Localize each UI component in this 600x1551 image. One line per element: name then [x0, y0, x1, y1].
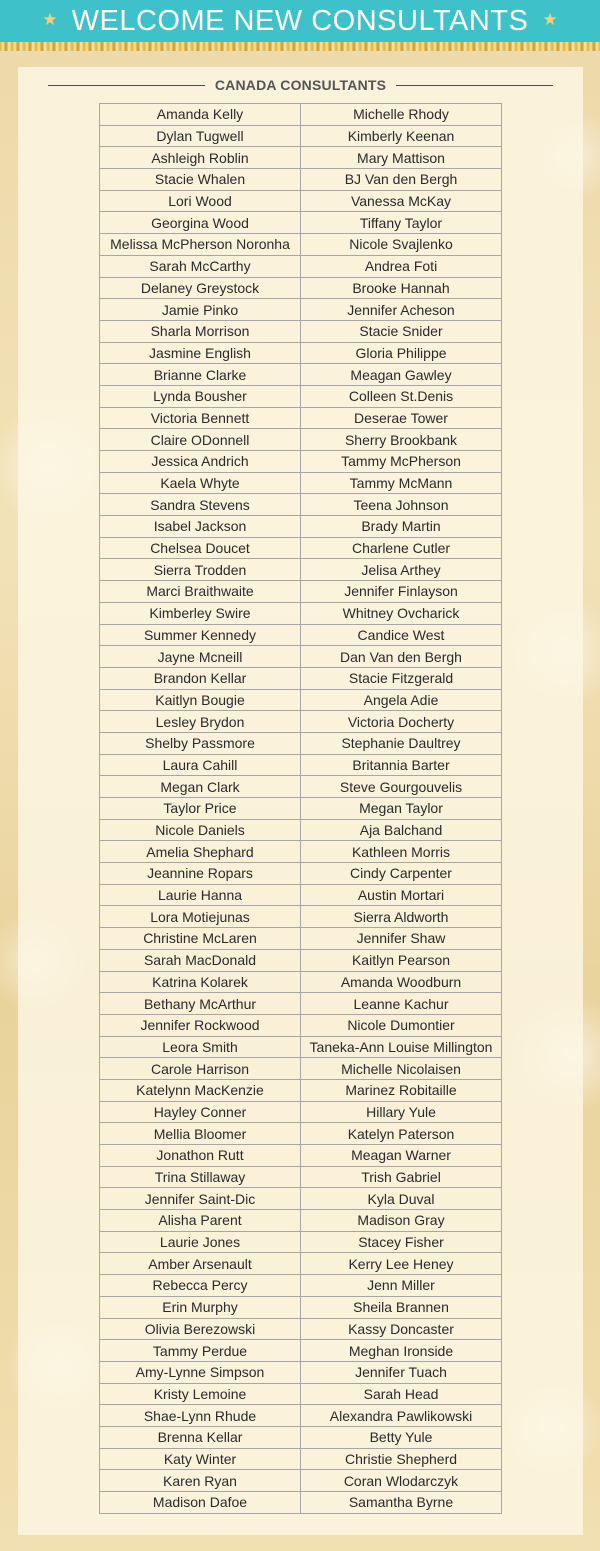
consultant-name: Lori Wood — [100, 190, 301, 212]
table-row — [100, 1058, 502, 1080]
consultant-name: Jennifer Acheson — [301, 299, 502, 321]
table-row — [100, 1426, 502, 1448]
table-row — [100, 776, 502, 798]
consultant-name: Victoria Docherty — [301, 711, 502, 733]
table-row — [100, 451, 502, 473]
consultant-name: Angela Adie — [301, 689, 502, 711]
consultant-name: Deserae Tower — [301, 407, 502, 429]
table-row — [100, 863, 502, 885]
consultant-name: Jessica Andrich — [100, 451, 301, 473]
consultant-name: Coran Wlodarczyk — [301, 1470, 502, 1492]
table-row — [100, 602, 502, 624]
consultant-name: Trina Stillaway — [100, 1166, 301, 1188]
consultant-name: Aja Balchand — [301, 819, 502, 841]
consultant-name: Andrea Foti — [301, 255, 502, 277]
table-row — [100, 472, 502, 494]
table-row — [100, 104, 502, 126]
table-row — [100, 581, 502, 603]
section-title: CANADA CONSULTANTS — [214, 77, 387, 93]
consultant-name: Melissa McPherson Noronha — [100, 234, 301, 256]
table-row — [100, 277, 502, 299]
table-row — [100, 1405, 502, 1427]
consultant-name: Chelsea Doucet — [100, 537, 301, 559]
star-icon: ★ — [542, 10, 558, 29]
table-row — [100, 1036, 502, 1058]
consultant-name: Teena Johnson — [301, 494, 502, 516]
consultant-name: Shelby Passmore — [100, 732, 301, 754]
consultant-name: Alexandra Pawlikowski — [301, 1405, 502, 1427]
consultant-name: Sarah Head — [301, 1383, 502, 1405]
consultant-name: Laurie Hanna — [100, 884, 301, 906]
table-row — [100, 711, 502, 733]
consultant-name: Dylan Tugwell — [100, 125, 301, 147]
consultant-name: Marci Braithwaite — [100, 581, 301, 603]
glitter-divider — [0, 42, 600, 51]
consultant-name: Candice West — [301, 624, 502, 646]
consultant-name: Rebecca Percy — [100, 1275, 301, 1297]
consultant-name: Leora Smith — [100, 1036, 301, 1058]
consultant-name: Leanne Kachur — [301, 993, 502, 1015]
consultant-name: Vanessa McKay — [301, 190, 502, 212]
consultant-name: Ashleigh Roblin — [100, 147, 301, 169]
table-row — [100, 1123, 502, 1145]
consultant-name: Lynda Bousher — [100, 385, 301, 407]
table-row — [100, 884, 502, 906]
table-row — [100, 841, 502, 863]
consultant-name: Cindy Carpenter — [301, 863, 502, 885]
consultant-name: Brianne Clarke — [100, 364, 301, 386]
consultant-name: Nicole Daniels — [100, 819, 301, 841]
consultant-name: Kathleen Morris — [301, 841, 502, 863]
consultant-name: Kyla Duval — [301, 1188, 502, 1210]
table-row — [100, 1361, 502, 1383]
table-row — [100, 1014, 502, 1036]
consultant-name: Sheila Brannen — [301, 1296, 502, 1318]
consultant-name: Kaela Whyte — [100, 472, 301, 494]
consultant-name: Claire ODonnell — [100, 429, 301, 451]
consultant-name: Erin Murphy — [100, 1296, 301, 1318]
consultant-name: Marinez Robitaille — [301, 1079, 502, 1101]
table-row — [100, 1318, 502, 1340]
table-row — [100, 1340, 502, 1362]
consultant-name: Whitney Ovcharick — [301, 602, 502, 624]
consultant-name: Steve Gourgouvelis — [301, 776, 502, 798]
consultant-name: Meagan Warner — [301, 1145, 502, 1167]
table-row — [100, 320, 502, 342]
section-heading — [48, 76, 553, 94]
table-row — [100, 1145, 502, 1167]
table-row — [100, 906, 502, 928]
consultant-name: Delaney Greystock — [100, 277, 301, 299]
table-row — [100, 1210, 502, 1232]
consultant-name: Brenna Kellar — [100, 1426, 301, 1448]
consultant-name: Michelle Rhody — [301, 104, 502, 126]
table-row — [100, 494, 502, 516]
table-row — [100, 1188, 502, 1210]
table-row — [100, 1448, 502, 1470]
consultant-name: Megan Taylor — [301, 798, 502, 820]
consultant-name: Jennifer Saint-Dic — [100, 1188, 301, 1210]
table-row — [100, 125, 502, 147]
consultant-name: Jenn Miller — [301, 1275, 502, 1297]
table-row — [100, 169, 502, 191]
consultant-name: Kaitlyn Bougie — [100, 689, 301, 711]
consultant-name: Victoria Bennett — [100, 407, 301, 429]
table-row — [100, 1101, 502, 1123]
table-row — [100, 537, 502, 559]
consultant-name: Kimberley Swire — [100, 602, 301, 624]
header-banner — [0, 0, 600, 42]
consultant-name: Karen Ryan — [100, 1470, 301, 1492]
table-row — [100, 342, 502, 364]
consultant-name: Colleen St.Denis — [301, 385, 502, 407]
consultants-table — [99, 103, 502, 1514]
consultant-name: Lora Motiejunas — [100, 906, 301, 928]
consultant-name: Bethany McArthur — [100, 993, 301, 1015]
consultant-name: Jasmine English — [100, 342, 301, 364]
consultant-name: Madison Gray — [301, 1210, 502, 1232]
consultant-name: Stacie Fitzgerald — [301, 667, 502, 689]
consultant-name: Mellia Bloomer — [100, 1123, 301, 1145]
table-row — [100, 234, 502, 256]
consultant-name: Nicole Svajlenko — [301, 234, 502, 256]
consultant-name: Charlene Cutler — [301, 537, 502, 559]
consultant-name: Jennifer Rockwood — [100, 1014, 301, 1036]
table-row — [100, 147, 502, 169]
consultant-name: Katrina Kolarek — [100, 971, 301, 993]
consultant-name: Stacey Fisher — [301, 1231, 502, 1253]
consultant-name: Mary Mattison — [301, 147, 502, 169]
consultant-name: Georgina Wood — [100, 212, 301, 234]
consultant-name: Brady Martin — [301, 516, 502, 538]
consultant-name: Hayley Conner — [100, 1101, 301, 1123]
table-row — [100, 559, 502, 581]
consultant-name: Kimberly Keenan — [301, 125, 502, 147]
consultant-name: Madison Dafoe — [100, 1492, 301, 1514]
consultant-name: Amelia Shephard — [100, 841, 301, 863]
table-row — [100, 624, 502, 646]
table-row — [100, 993, 502, 1015]
consultant-name: Stacie Snider — [301, 320, 502, 342]
consultant-name: Jennifer Finlayson — [301, 581, 502, 603]
table-row — [100, 1470, 502, 1492]
table-row — [100, 407, 502, 429]
consultant-name: Trish Gabriel — [301, 1166, 502, 1188]
consultant-name: Taylor Price — [100, 798, 301, 820]
consultant-name: Jennifer Shaw — [301, 928, 502, 950]
table-row — [100, 516, 502, 538]
consultant-name: Isabel Jackson — [100, 516, 301, 538]
table-row — [100, 1296, 502, 1318]
consultant-name: Jelisa Arthey — [301, 559, 502, 581]
consultant-name: Kristy Lemoine — [100, 1383, 301, 1405]
consultant-name: Meagan Gawley — [301, 364, 502, 386]
consultant-name: Sarah MacDonald — [100, 949, 301, 971]
table-row — [100, 689, 502, 711]
consultant-name: Austin Mortari — [301, 884, 502, 906]
table-row — [100, 190, 502, 212]
consultant-name: Samantha Byrne — [301, 1492, 502, 1514]
table-row — [100, 798, 502, 820]
consultant-name: Stacie Whalen — [100, 169, 301, 191]
consultant-name: Laura Cahill — [100, 754, 301, 776]
table-row — [100, 928, 502, 950]
heading-rule-left — [48, 85, 205, 86]
table-row — [100, 754, 502, 776]
consultant-name: Amanda Woodburn — [301, 971, 502, 993]
consultant-name: Tammy McMann — [301, 472, 502, 494]
consultant-name: Michelle Nicolaisen — [301, 1058, 502, 1080]
consultant-name: BJ Van den Bergh — [301, 169, 502, 191]
consultant-name: Jamie Pinko — [100, 299, 301, 321]
consultant-name: Gloria Philippe — [301, 342, 502, 364]
table-row — [100, 429, 502, 451]
table-row — [100, 732, 502, 754]
consultant-name: Sherry Brookbank — [301, 429, 502, 451]
consultant-name: Lesley Brydon — [100, 711, 301, 733]
consultant-name: Kaitlyn Pearson — [301, 949, 502, 971]
consultant-name: Hillary Yule — [301, 1101, 502, 1123]
consultant-name: Britannia Barter — [301, 754, 502, 776]
table-row — [100, 255, 502, 277]
consultant-name: Tiffany Taylor — [301, 212, 502, 234]
consultant-name: Jayne Mcneill — [100, 646, 301, 668]
consultant-name: Katelynn MacKenzie — [100, 1079, 301, 1101]
consultant-name: Sarah McCarthy — [100, 255, 301, 277]
table-row — [100, 1275, 502, 1297]
table-row — [100, 385, 502, 407]
consultant-name: Sierra Aldworth — [301, 906, 502, 928]
consultant-name: Nicole Dumontier — [301, 1014, 502, 1036]
consultant-name: Shae-Lynn Rhude — [100, 1405, 301, 1427]
consultant-name: Sierra Trodden — [100, 559, 301, 581]
consultant-name: Brandon Kellar — [100, 667, 301, 689]
table-row — [100, 949, 502, 971]
consultant-name: Sandra Stevens — [100, 494, 301, 516]
table-row — [100, 819, 502, 841]
table-row — [100, 1383, 502, 1405]
consultant-name: Dan Van den Bergh — [301, 646, 502, 668]
consultant-name: Amy-Lynne Simpson — [100, 1361, 301, 1383]
table-row — [100, 667, 502, 689]
table-row — [100, 1253, 502, 1275]
heading-rule-right — [396, 85, 553, 86]
consultant-name: Taneka-Ann Louise Millington — [301, 1036, 502, 1058]
consultant-name: Christine McLaren — [100, 928, 301, 950]
consultant-name: Olivia Berezowski — [100, 1318, 301, 1340]
consultant-name: Alisha Parent — [100, 1210, 301, 1232]
table-row — [100, 646, 502, 668]
consultant-name: Laurie Jones — [100, 1231, 301, 1253]
consultant-name: Amber Arsenault — [100, 1253, 301, 1275]
table-row — [100, 1166, 502, 1188]
consultant-name: Betty Yule — [301, 1426, 502, 1448]
consultant-name: Stephanie Daultrey — [301, 732, 502, 754]
table-row — [100, 212, 502, 234]
table-row — [100, 1492, 502, 1514]
consultant-name: Jonathon Rutt — [100, 1145, 301, 1167]
consultant-name: Kassy Doncaster — [301, 1318, 502, 1340]
consultant-name: Katelyn Paterson — [301, 1123, 502, 1145]
table-row — [100, 1231, 502, 1253]
consultant-name: Kerry Lee Heney — [301, 1253, 502, 1275]
table-row — [100, 1079, 502, 1101]
consultant-name: Tammy McPherson — [301, 451, 502, 473]
consultant-name: Jennifer Tuach — [301, 1361, 502, 1383]
consultant-name: Meghan Ironside — [301, 1340, 502, 1362]
consultant-name: Amanda Kelly — [100, 104, 301, 126]
consultant-name: Jeannine Ropars — [100, 863, 301, 885]
consultant-name: Brooke Hannah — [301, 277, 502, 299]
star-icon: ★ — [42, 10, 58, 29]
consultant-name: Tammy Perdue — [100, 1340, 301, 1362]
consultant-name: Summer Kennedy — [100, 624, 301, 646]
table-row — [100, 299, 502, 321]
consultant-name: Sharla Morrison — [100, 320, 301, 342]
consultant-name: Christie Shepherd — [301, 1448, 502, 1470]
page-title: WELCOME NEW CONSULTANTS — [71, 4, 529, 37]
table-row — [100, 971, 502, 993]
consultant-name: Megan Clark — [100, 776, 301, 798]
consultants-table-body — [100, 104, 502, 1514]
table-row — [100, 364, 502, 386]
consultant-name: Carole Harrison — [100, 1058, 301, 1080]
consultant-name: Katy Winter — [100, 1448, 301, 1470]
